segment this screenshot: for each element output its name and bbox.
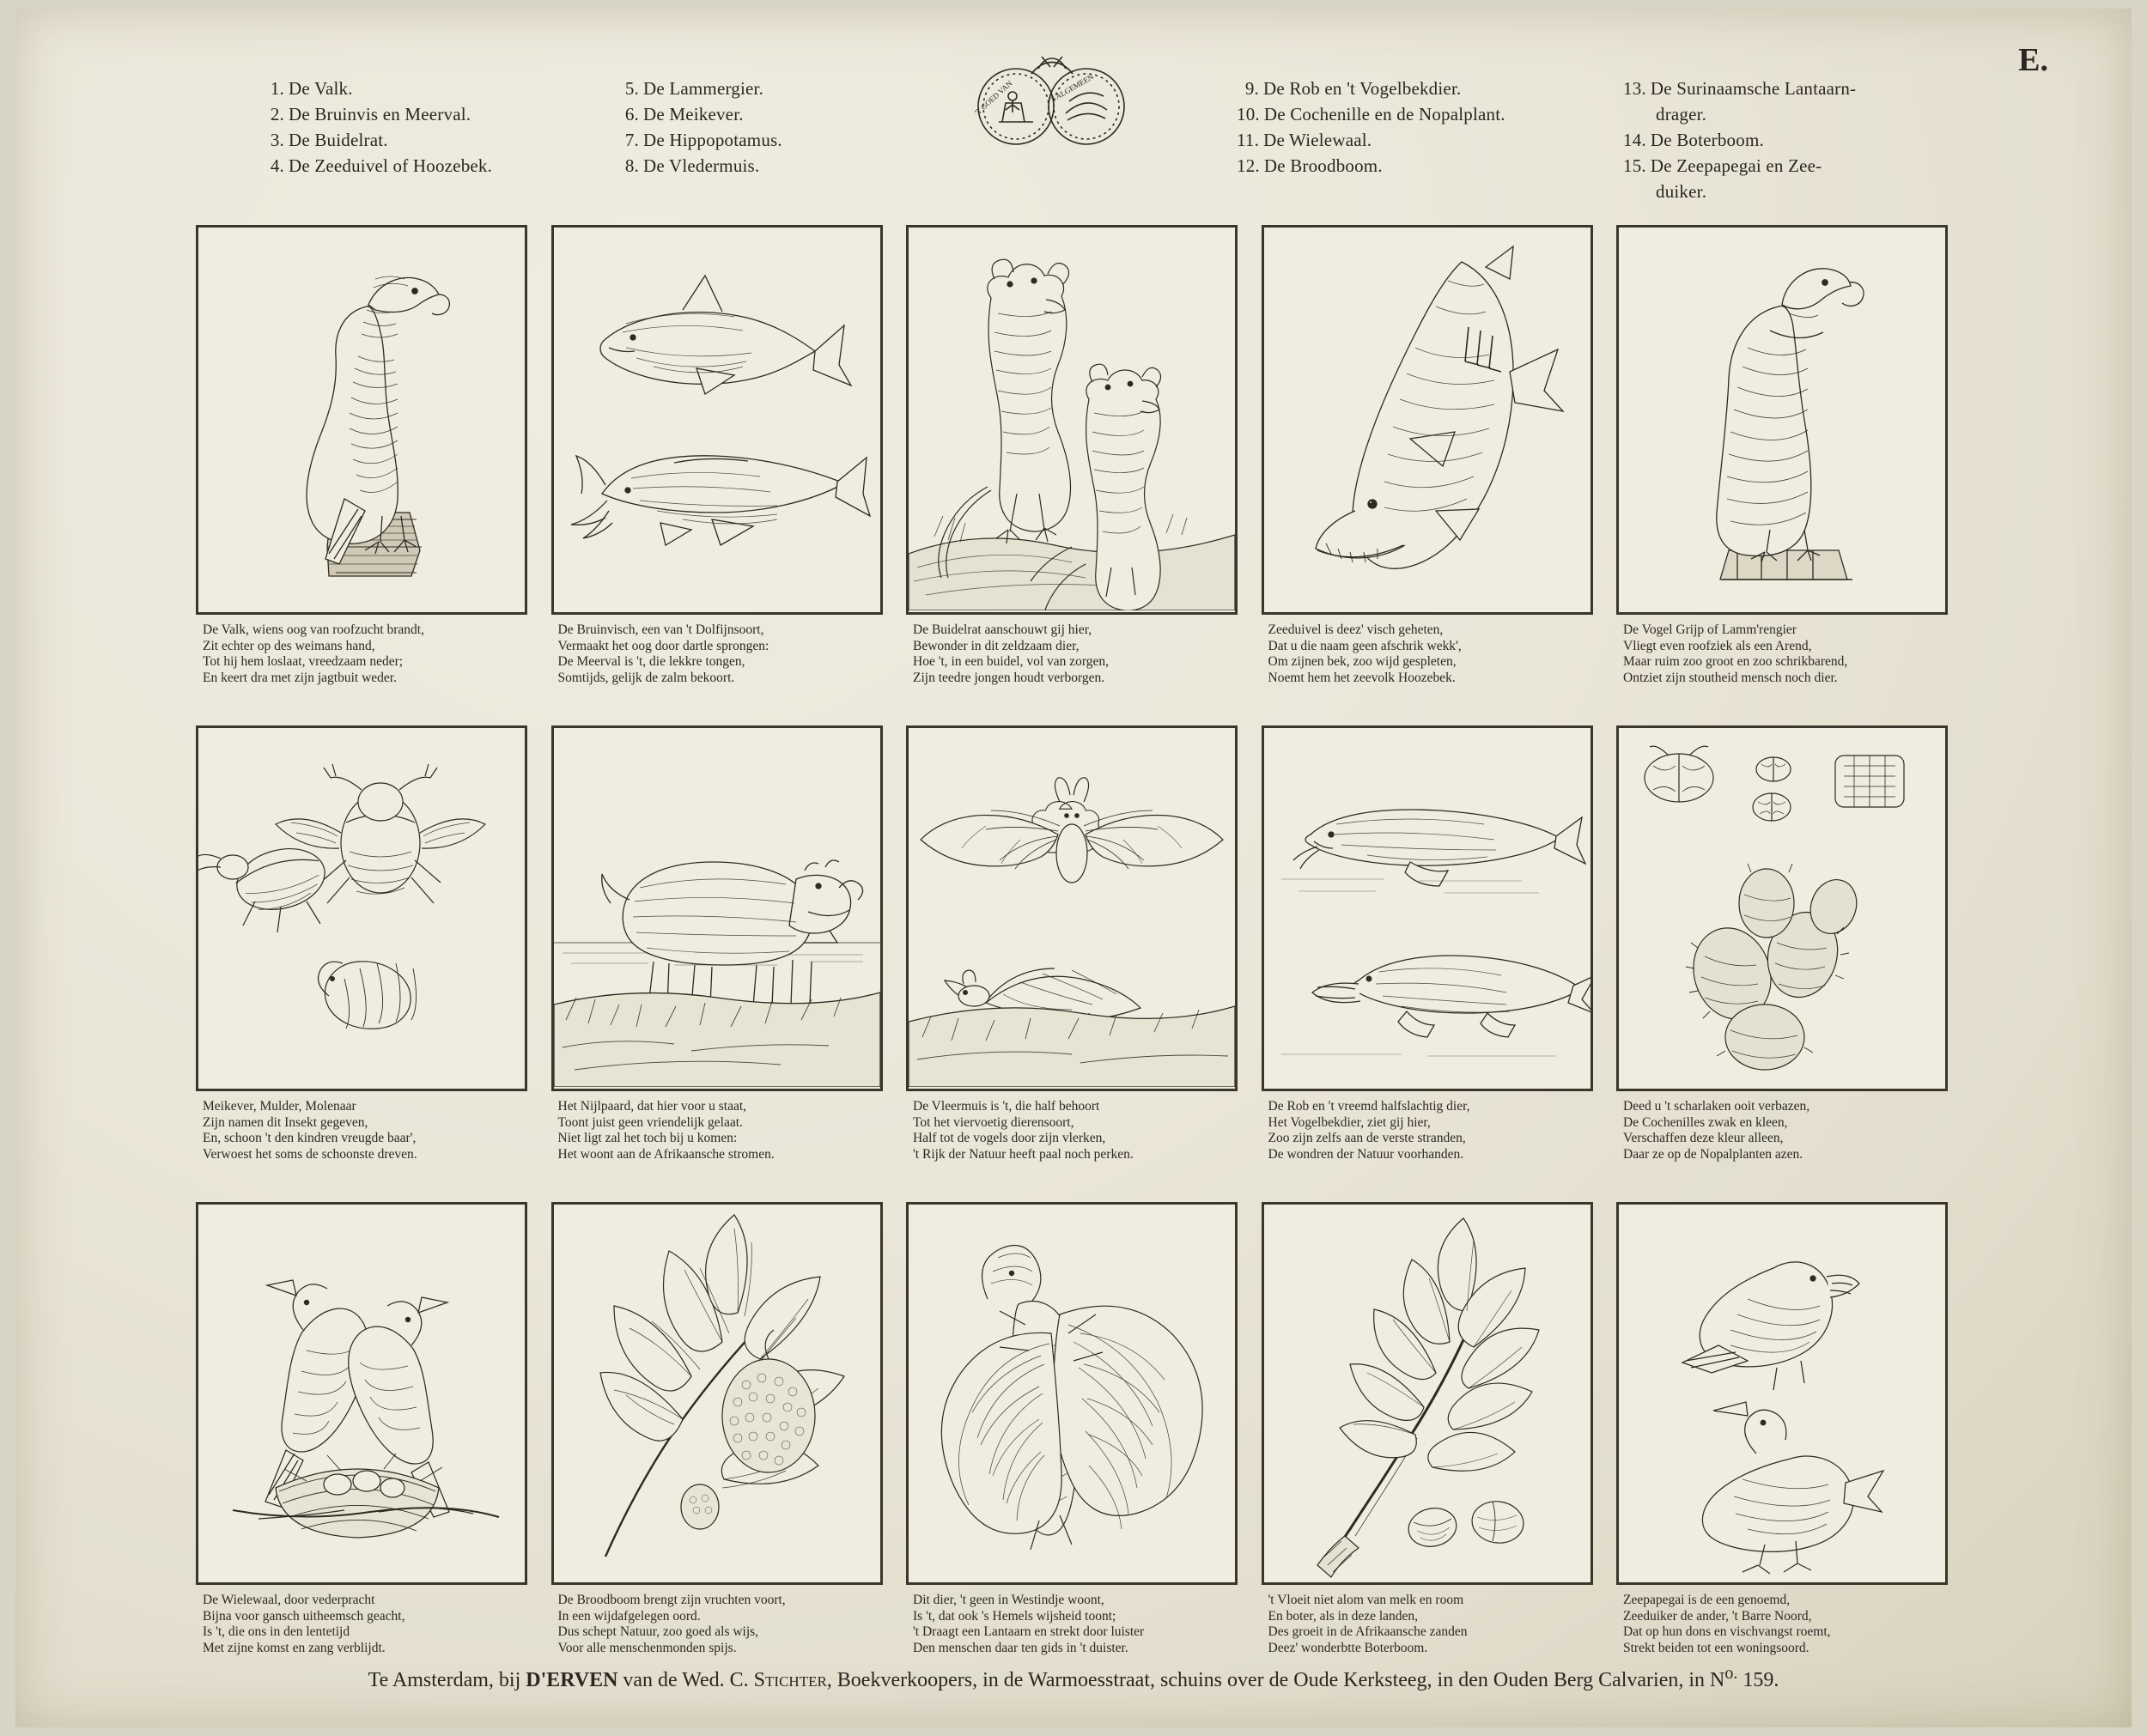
- illustration-two-opossums: [906, 225, 1238, 615]
- index-item: 1. De Valk.: [270, 78, 353, 99]
- illustration-anglerfish: [1262, 225, 1593, 615]
- index-item: 15. De Zeepapegai en Zee- duiker.: [1623, 155, 1822, 202]
- panel-de-surinaamsche-lantaarndrager: [906, 1202, 1238, 1656]
- index-column-4: [1623, 76, 1856, 204]
- panel-caption: De Vleermuis is 't, die half behoort Tot het viervoetig dierensoort, Half tot de vogels door zijn vlerken, 't Rijk der Natuur heeft paal noch perken.: [913, 1099, 1134, 1162]
- publisher-emblem-icon: [949, 53, 1155, 148]
- panel-de-cochenille-en-nopalplant: [1616, 725, 1948, 1162]
- panel-caption: Zeepapegai is de een genoemd, Zeeduiker de ander, 't Barre Noord, Dat op hun dons en vischvangst roemt, Strekt beiden tot een woningsoord.: [1623, 1593, 1831, 1655]
- illustration-porpoise-and-catfish: [551, 225, 883, 615]
- illustration-breadfruit-branch: [551, 1202, 883, 1585]
- plate-letter: E.: [2018, 42, 2048, 78]
- illustration-falcon-on-rock: [196, 225, 527, 615]
- panel-caption: Zeeduivel is deez' visch geheten, Dat u die naam geen afschrik wekk', Om zijnen bek, zoo wijd gespleten, Noemt hem het zeevolk Hoozebek.: [1268, 622, 1462, 685]
- index-item: 5. De Lammergier.: [624, 78, 764, 99]
- illustration-bats-flying-and-crawling: [906, 725, 1238, 1091]
- index-item: 6. De Meikever.: [624, 104, 744, 124]
- panel-de-rob-en-vogelbekdier: [1262, 725, 1593, 1162]
- panel-de-zeeduivel: [1262, 225, 1593, 686]
- index-item: 3. De Buidelrat.: [270, 130, 388, 150]
- panel-caption: De Buidelrat aanschouwt gij hier, Bewonder in dit zeldzaam dier, Hoe 't, in een buidel, vol van zorgen, Zijn teedre jongen houdt verborgen.: [913, 622, 1110, 685]
- svg-text:'T ALGEMEEN: 'T ALGEMEEN: [1047, 72, 1095, 105]
- panel-caption: De Wielewaal, door vederpracht Bijna voor gansch uitheemsch geacht, Is 't, die ons in den lentetijd Met zijne komst en zang verblijdt.: [203, 1593, 405, 1655]
- panel-caption: Dit dier, 't geen in Westindje woont, Is 't, dat ook 's Hemels wijsheid toont; 't Draagt een Lantaarn en strekt door luister Den menschen daar ten gids in 't duister.: [913, 1593, 1145, 1655]
- index-item: 12. De Broodboom.: [1237, 155, 1383, 176]
- panel-de-zeepapegai-en-zeeduiker: [1616, 1202, 1948, 1656]
- panel-de-bruinvis-en-meerval: [551, 225, 883, 686]
- index-item: 8. De Vledermuis.: [624, 155, 760, 176]
- illustration-lammergeier-vulture: [1616, 225, 1948, 615]
- panel-de-vledermuis: [906, 725, 1238, 1162]
- illustration-cochineal-and-nopal-cactus: [1616, 725, 1948, 1091]
- panel-de-buidelrat: [906, 225, 1238, 686]
- illustration-cockchafer-beetles-and-grub: [196, 725, 527, 1091]
- index-item: 11. De Wielewaal.: [1237, 130, 1372, 150]
- index-item: 14. De Boterboom.: [1623, 130, 1764, 150]
- index-item: 9. De Rob en 't Vogelbekdier.: [1244, 78, 1462, 99]
- panel-de-boterboom: [1262, 1202, 1593, 1656]
- panel-de-meikever: [196, 725, 527, 1162]
- panel-caption: De Bruinvisch, een van 't Dolfijnsoort, Vermaakt het oog door dartle sprongen: De Meerval is 't, die lekkre tongen, Somtijds, gelijk de zalm bekoort.: [557, 622, 769, 685]
- panel-caption: 't Vloeit niet alom van melk en room En boter, als in deze landen, Des groeit in de Afrikaansche zanden Deez' wonderbtte Boterboom.: [1268, 1593, 1468, 1655]
- illustration-butter-tree-branch-and-nuts: [1262, 1202, 1593, 1585]
- panel-caption: Meikever, Mulder, Molenaar Zijn namen dit Insekt gegeven, En, schoon 't den kindren vreugde baar', Verwoest het soms de schoonste dreven.: [203, 1099, 417, 1162]
- illustration-lantern-fly: [906, 1202, 1238, 1585]
- index-item: 2. De Bruinvis en Meerval.: [270, 104, 471, 124]
- panel-de-broodboom: [551, 1202, 883, 1656]
- index-item: 7. De Hippopotamus.: [624, 130, 782, 150]
- panel-caption: De Valk, wiens oog van roofzucht brandt, Zit echter op des weimans hand, Tot hij hem loslaat, vreedzaam neder; En keert dra met zijn jagtbuit weder.: [203, 622, 424, 685]
- panel-de-wielewaal: [196, 1202, 527, 1656]
- panel-caption: Deed u 't scharlaken ooit verbazen, De Cochenilles zwak en kleen, Verschaffen deze kleur alleen, Daar ze op de Nopalplanten azen.: [1623, 1099, 1810, 1162]
- index-column-1: [262, 76, 492, 179]
- panel-caption: Het Nijlpaard, dat hier voor u staat, Toont juist geen vriendelijk gelaat. Niet ligt zal het toch bij u komen: Het woont aan de Afrikaansche stromen.: [557, 1099, 775, 1162]
- index-item: 13. De Surinaamsche Lantaarn- drager.: [1623, 78, 1857, 124]
- index-item: 4. De Zeeduivel of Hoozebek.: [270, 155, 493, 176]
- panel-de-lammergier: [1616, 225, 1948, 686]
- svg-text:'T GOED VAN: 'T GOED VAN: [973, 78, 1014, 117]
- panel-caption: De Vogel Grijp of Lamm'rengier Vliegt even roofziek als een Arend, Maar ruim zoo groot en zoo schrikbarend, Ontziet zijn stoutheid mensch noch dier.: [1623, 622, 1848, 685]
- illustration-puffin-and-diver-bird: [1616, 1202, 1948, 1585]
- index-column-2: [617, 76, 782, 179]
- panel-de-hippopotamus: [551, 725, 883, 1162]
- index-item: 10. De Cochenille en de Nopalplant.: [1237, 104, 1505, 124]
- illustration-hippopotamus-by-nile: [551, 725, 883, 1091]
- illustration-seal-and-platypus: [1262, 725, 1593, 1091]
- panel-caption: De Broodboom brengt zijn vruchten voort, In een wijdafgelegen oord. Dus schept Natuur, zoo goed als wijs, Voor alle menschenmonden spijs.: [557, 1593, 786, 1655]
- index-column-3: [1237, 76, 1505, 179]
- illustration-orioles-at-nest: [196, 1202, 527, 1585]
- panel-de-valk: [196, 225, 527, 686]
- imprint-line: Te Amsterdam, bij D'ERVEN van de Wed. C. Stichter, Boekverkoopers, in de Warmoesstraat, schuins over de Oude Kerksteeg, in den Ouden Berg Calvarien, in $N^{o.}$ 159.: [368, 1664, 1779, 1691]
- panel-caption: De Rob en 't vreemd halfslachtig dier, Het Vogelbekdier, ziet gij hier, Zoo zijn zelfs aan de verste stranden, De wondren der Natuur voorhanden.: [1268, 1099, 1470, 1162]
- illustration-grid: [196, 225, 1948, 1656]
